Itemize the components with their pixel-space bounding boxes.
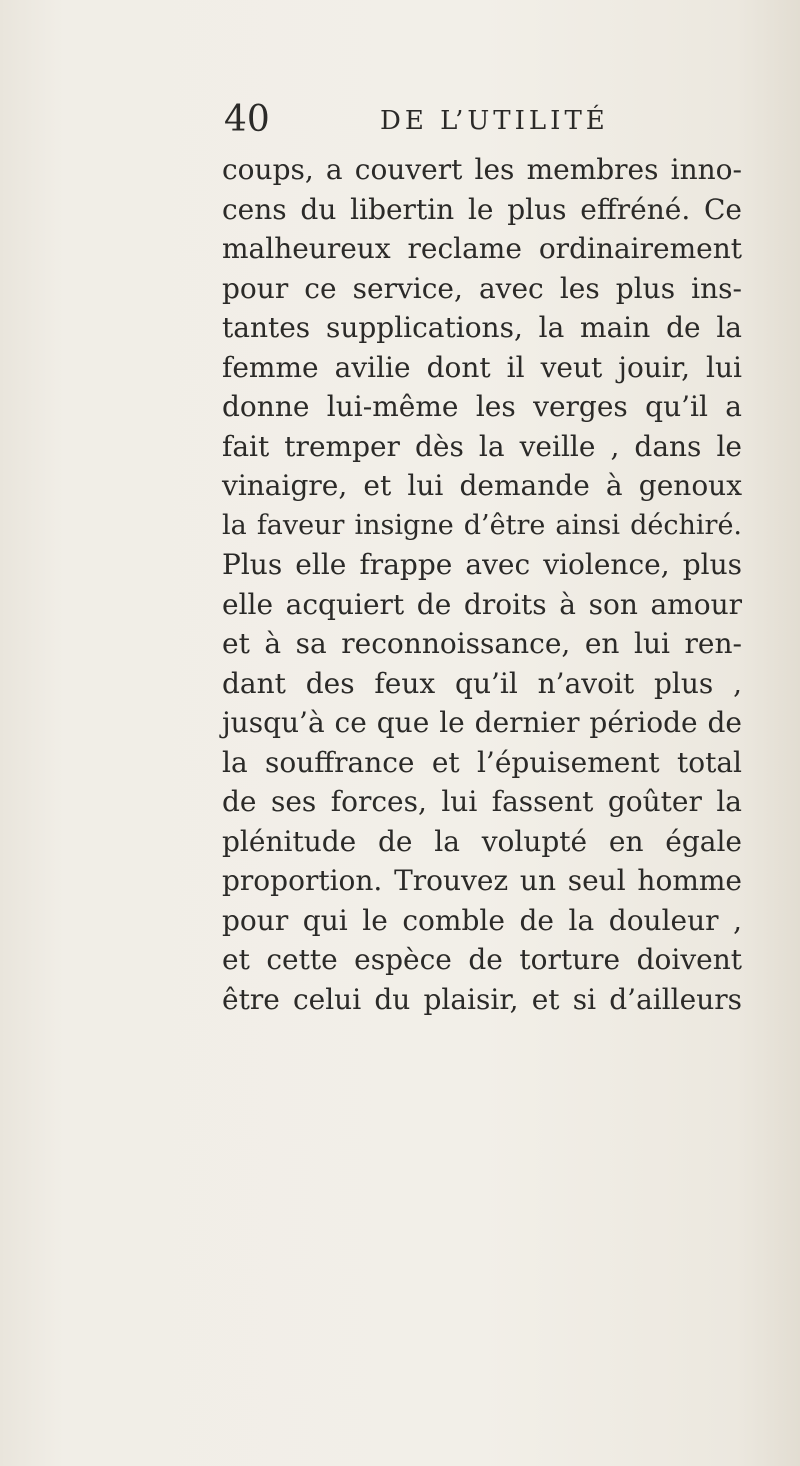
- text-line: et cette espèce de torture doivent: [222, 943, 742, 976]
- text-line: jusqu’à ce que le dernier période de: [222, 706, 742, 739]
- text-line: plénitude de la volupté en égale: [222, 824, 742, 858]
- running-head: DE L’UTILITÉ: [380, 106, 609, 136]
- text-line: cens du libertin le plus effréné. Ce: [222, 192, 742, 226]
- text-line: vinaigre, et lui demande à genoux: [222, 469, 742, 502]
- text-line: pour ce service, avec les plus ins-: [222, 271, 742, 305]
- text-line: la faveur insigne d’être ainsi déchiré.: [222, 509, 742, 541]
- text-line: proportion. Trouvez un seul homme: [222, 864, 742, 897]
- text-line: dant des feux qu’il n’avoit plus ,: [222, 666, 742, 700]
- page-number: 40: [224, 99, 270, 140]
- text-line: pour qui le comble de la douleur ,: [222, 903, 742, 937]
- text-line: femme avilie dont il veut jouir, lui: [222, 350, 742, 384]
- text-line: elle acquiert de droits à son amour: [222, 587, 742, 621]
- text-line: tantes supplications, la main de la: [222, 311, 742, 344]
- text-line: et à sa reconnoissance, en lui ren-: [222, 627, 742, 660]
- text-line: de ses forces, lui fassent goûter la: [222, 785, 742, 818]
- body-text: [222, 150, 742, 1019]
- text-line: fait tremper dès la veille , dans le: [222, 429, 742, 463]
- text-line: Plus elle frappe avec violence, plus: [222, 548, 742, 581]
- text-line: la souffrance et l’épuisement total: [222, 745, 742, 779]
- text-line: donne lui-même les verges qu’il a: [222, 390, 742, 423]
- text-line: être celui du plaisir, et si d’ailleurs: [222, 982, 742, 1016]
- text-line: malheureux reclame ordinairement: [222, 232, 742, 265]
- text-line: coups, a couvert les membres inno-: [222, 153, 742, 186]
